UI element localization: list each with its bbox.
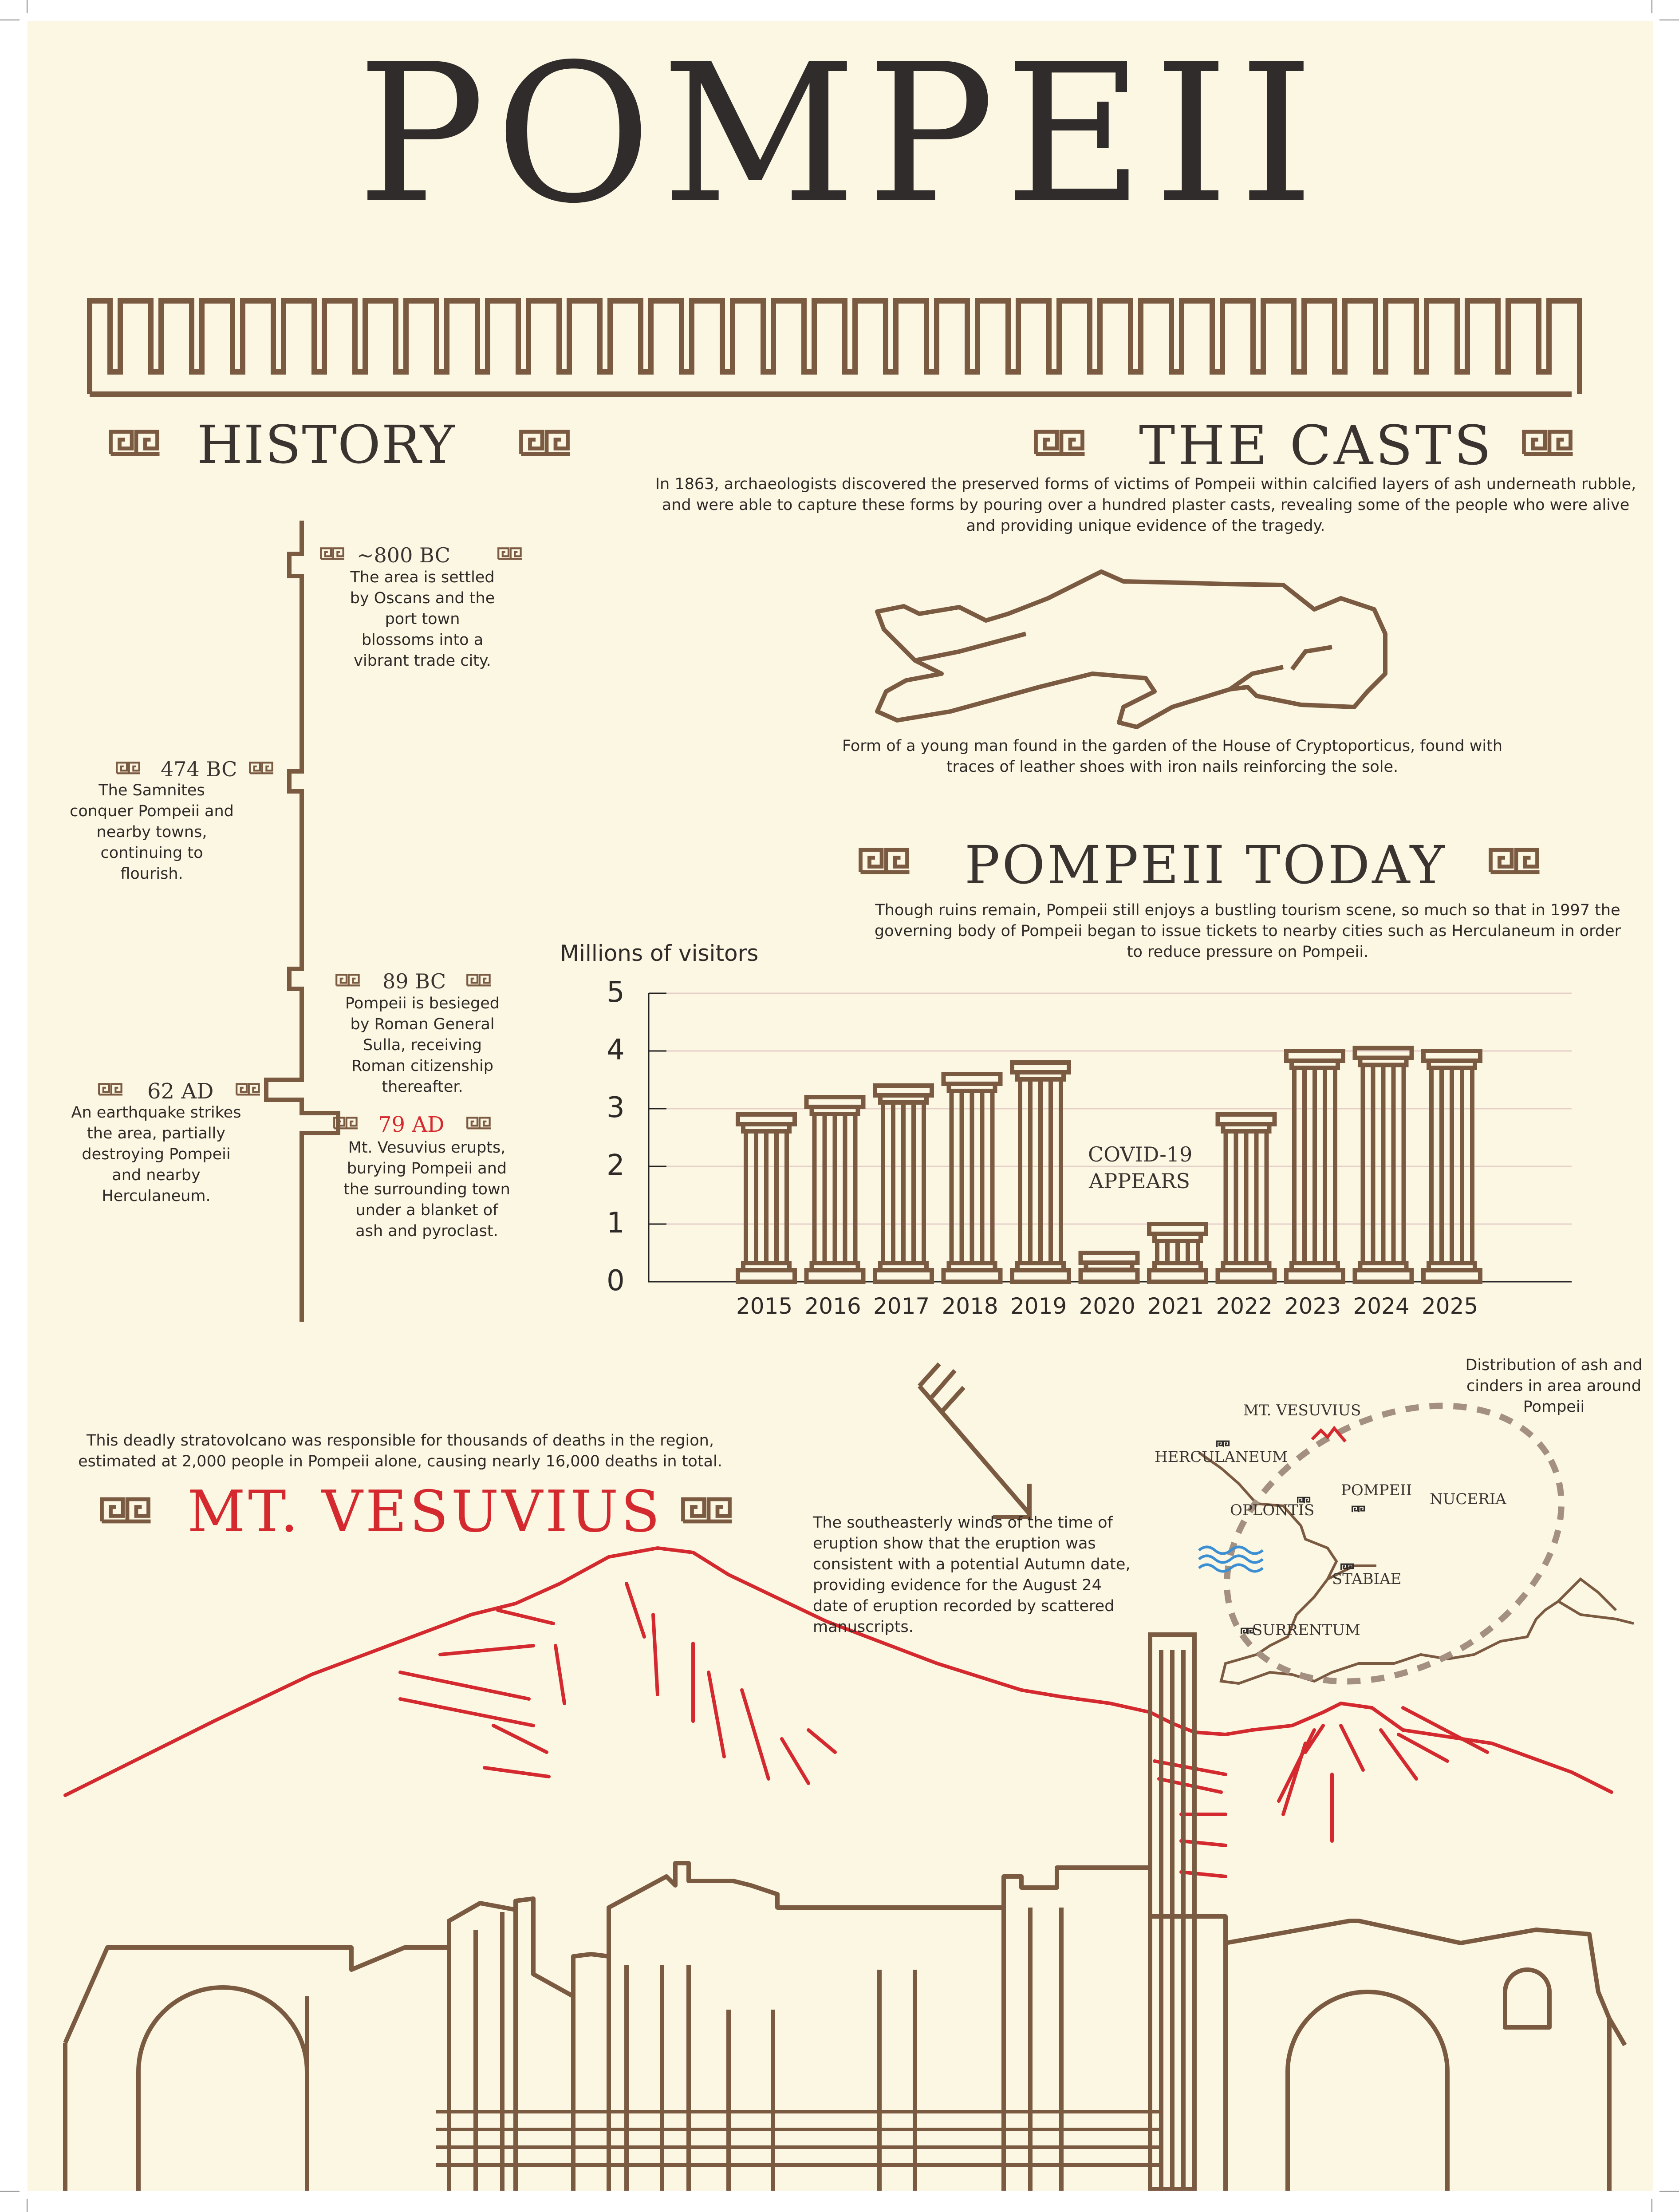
casts-caption: Form of a young man found in the garden of the House of Cryptoporticus, found with traces of leather shoes with iron nails reinforcing the sole. bbox=[842, 737, 1502, 776]
history-text: The Samnites conquer Pompeii and nearby towns, continuing to flourish. bbox=[70, 782, 234, 883]
greek-key-ornament-icon bbox=[250, 762, 273, 773]
x-tick-label: 2015 bbox=[736, 1293, 793, 1319]
greek-key-ornament-icon bbox=[467, 975, 491, 985]
greek-key-ornament-icon bbox=[861, 850, 910, 872]
x-tick-label: 2021 bbox=[1147, 1293, 1204, 1319]
column-bar bbox=[807, 1097, 863, 1282]
wind-text: The southeasterly winds of the time of eruption show that the eruption was consistent with a potential Autumn date, providing evidence for the August 24 date of eruption recorded by scattered manuscripts. bbox=[813, 1514, 1131, 1636]
water-waves-icon bbox=[1199, 1547, 1263, 1572]
city-icons bbox=[1217, 1441, 1364, 1634]
history-text: The area is settled by Oscans and the port town blossoms into a vibrant trade city. bbox=[350, 569, 495, 670]
map-label-vesuvius: MT. VESUVIUS bbox=[1243, 1402, 1361, 1419]
x-tick-label: 2025 bbox=[1422, 1293, 1478, 1319]
decorative-layer bbox=[28, 21, 1653, 2191]
greek-key-ornament-icon bbox=[1036, 432, 1085, 454]
map-caption: Distribution of ash and cinders in area around Pompeii bbox=[1465, 1356, 1643, 1416]
greek-key-ornament-icon bbox=[467, 1118, 491, 1128]
crop-mark bbox=[27, 2199, 28, 2212]
page-title: POMPEII bbox=[357, 24, 1324, 245]
column-bar bbox=[875, 1086, 932, 1282]
city-marker-icon bbox=[1352, 1506, 1364, 1512]
crop-mark bbox=[27, 0, 28, 13]
history-text: Pompeii is besieged by Roman General Sulla, receiving Roman citizenship thereafter. bbox=[345, 995, 500, 1096]
history-date: 62 AD bbox=[147, 1079, 214, 1104]
map-label-nuceria: NUCERIA bbox=[1430, 1490, 1506, 1508]
history-text: Mt. Vesuvius erupts, burying Pompeii and the surrounding town under a blanket of ash and pyroclast. bbox=[343, 1139, 510, 1240]
city-marker-icon bbox=[1217, 1441, 1229, 1447]
greek-key-ornament-icon bbox=[1524, 432, 1573, 454]
casts-intro: In 1863, archaeologists discovered the preserved forms of victims of Pompeii within calcified layers of ash underneath rubble, and were able to capture these forms by pouring over a hundred plaster casts, revealing some of the people who were alive and providing unique evidence of the tragedy. bbox=[655, 475, 1636, 535]
x-tick-label: 2017 bbox=[873, 1293, 930, 1319]
timeline-line bbox=[266, 521, 338, 1322]
column-bar bbox=[1081, 1253, 1138, 1282]
column-bar bbox=[738, 1114, 795, 1282]
greek-key-ornament-icon bbox=[236, 1084, 260, 1094]
y-tick-label: 2 bbox=[607, 1149, 625, 1182]
history-date: ~800 BC bbox=[357, 543, 450, 567]
column-bar bbox=[1286, 1051, 1343, 1282]
meander-band bbox=[90, 301, 1580, 394]
greek-key-ornament-icon bbox=[521, 432, 570, 454]
greek-key-ornament-icon bbox=[111, 432, 160, 454]
vesuvius-heading: MT. VESUVIUS bbox=[187, 1479, 662, 1545]
greek-key-ornament-icon bbox=[498, 548, 522, 559]
chart-y-axis-title: Millions of visitors bbox=[560, 940, 759, 966]
y-tick-label: 4 bbox=[607, 1034, 625, 1066]
x-tick-label: 2022 bbox=[1216, 1293, 1273, 1319]
map-label-stabiae: STABIAE bbox=[1332, 1570, 1402, 1588]
x-tick-label: 2018 bbox=[942, 1293, 998, 1319]
map-label-herculaneum: HERCULANEUM bbox=[1155, 1448, 1288, 1466]
today-text: Though ruins remain, Pompeii still enjoys a bustling tourism scene, so much so that in 1997 the governing body of Pompeii began to issue tickets to nearby cities such as Herculaneum in order to reduce pressure on Pompeii. bbox=[874, 901, 1621, 961]
crop-mark bbox=[1659, 2191, 1679, 2192]
x-tick-label: 2016 bbox=[804, 1293, 861, 1319]
history-date: 474 BC bbox=[161, 757, 237, 781]
y-tick-label: 3 bbox=[607, 1091, 625, 1124]
city-marker-icon bbox=[1242, 1628, 1253, 1634]
map-label-oplontis: OPLONTIS bbox=[1230, 1501, 1315, 1519]
history-date: 89 BC bbox=[382, 969, 446, 993]
y-tick-label: 0 bbox=[607, 1264, 625, 1297]
history-heading: HISTORY bbox=[197, 414, 456, 475]
greek-key-ornament-icon bbox=[683, 1499, 732, 1521]
history-date: 79 AD bbox=[378, 1112, 445, 1137]
column-bar bbox=[1012, 1063, 1069, 1282]
wind-arrow-icon bbox=[919, 1364, 1030, 1517]
column-bar bbox=[1423, 1051, 1480, 1282]
x-tick-label: 2024 bbox=[1353, 1293, 1410, 1319]
column-bar bbox=[1218, 1114, 1275, 1282]
crop-mark bbox=[0, 2191, 20, 2192]
visitors-chart bbox=[649, 993, 1572, 1282]
x-tick-label: 2020 bbox=[1079, 1293, 1135, 1319]
infographic-page bbox=[28, 21, 1653, 2191]
map-label-surrentum: SURRENTUM bbox=[1252, 1621, 1360, 1639]
ruins-illustration bbox=[65, 1863, 1625, 2191]
vesuvius-text: This deadly stratovolcano was responsible for thousands of deaths in the region, estimated at 2,000 people in Pompeii alone, causing nearly 16,000 deaths in total. bbox=[78, 1432, 722, 1470]
greek-key-ornament-icon bbox=[102, 1499, 151, 1521]
x-tick-label: 2019 bbox=[1010, 1293, 1067, 1319]
greek-key-ornament-icon bbox=[1491, 850, 1540, 872]
tall-column bbox=[1150, 1635, 1194, 2189]
chart-annotation-line: APPEARS bbox=[1089, 1169, 1190, 1193]
today-heading: POMPEII TODAY bbox=[965, 834, 1447, 896]
column-bar bbox=[1355, 1048, 1412, 1282]
greek-key-ornament-icon bbox=[321, 548, 344, 559]
y-tick-label: 5 bbox=[607, 976, 625, 1009]
column-bar bbox=[1149, 1224, 1206, 1282]
crop-mark bbox=[1651, 0, 1652, 13]
casts-heading: THE CASTS bbox=[1139, 414, 1494, 477]
greek-key-ornament-icon bbox=[336, 975, 360, 985]
greek-key-ornament-icon bbox=[99, 1084, 122, 1094]
map-label-pompeii: POMPEII bbox=[1341, 1481, 1412, 1499]
history-text: An earthquake strikes the area, partially destroying Pompeii and nearby Herculaneum. bbox=[71, 1104, 241, 1205]
column-bar bbox=[944, 1074, 1001, 1282]
crop-mark bbox=[1651, 2199, 1652, 2212]
greek-key-ornament-icon bbox=[117, 762, 140, 773]
x-tick-label: 2023 bbox=[1285, 1293, 1341, 1319]
ruins-steps bbox=[436, 2112, 1163, 2165]
chart-annotation-line: COVID-19 bbox=[1088, 1142, 1193, 1166]
y-tick-label: 1 bbox=[607, 1207, 625, 1240]
